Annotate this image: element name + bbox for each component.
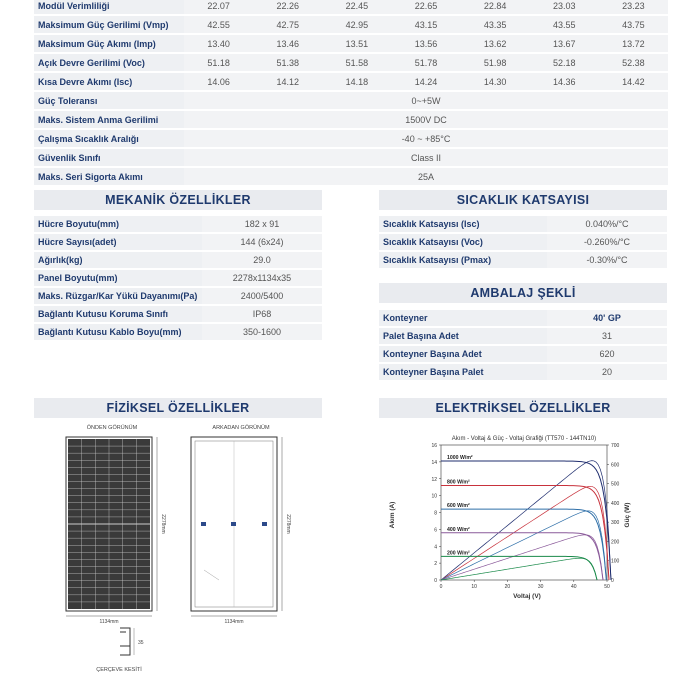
spec-label: Güvenlik Sınıfı xyxy=(34,149,184,166)
ambalaj-row xyxy=(379,328,667,344)
spec-value: 51.18 xyxy=(184,54,253,71)
back-view-label: ARKADAN GÖRÜNÜM xyxy=(212,425,270,431)
x-tick-label: 50 xyxy=(604,584,610,590)
spec-value: 14.42 xyxy=(599,73,668,90)
x-tick-label: 10 xyxy=(471,584,477,590)
pv-curve xyxy=(441,511,606,580)
mekanik-row xyxy=(34,306,322,322)
spec-value: 14.18 xyxy=(322,73,391,90)
y-tick-label: 6 xyxy=(434,527,437,534)
ambalaj-title: AMBALAJ ŞEKLİ xyxy=(379,283,667,303)
back-panel xyxy=(191,437,277,611)
front-panel xyxy=(66,437,152,611)
mekanik-row xyxy=(34,270,322,286)
mekanik-label: Ağırlık(kg) xyxy=(34,252,202,268)
spec-value: 23.03 xyxy=(530,0,599,14)
series-label: 200 W/m² xyxy=(447,550,470,557)
sicaklik-table xyxy=(379,214,667,270)
spec-value: 13.46 xyxy=(253,35,322,52)
y-tick-label: 4 xyxy=(434,544,437,551)
series-label: 400 W/m² xyxy=(447,526,470,533)
back-height-label: 2278mm xyxy=(285,514,291,534)
y2-tick-label: 300 xyxy=(611,520,620,527)
x-tick-label: 20 xyxy=(504,584,511,590)
sicaklik-value: -0.30%/°C xyxy=(547,252,667,268)
spec-value: 43.35 xyxy=(461,16,530,33)
sicaklik-row xyxy=(379,216,667,232)
spec-value: 23.23 xyxy=(599,0,668,14)
chart-title: Akım - Voltaj & Güç - Voltaj Grafiği (TT570 - 144TN10) xyxy=(451,436,597,442)
y2-tick-label: 400 xyxy=(611,500,620,507)
chart-xlabel: Voltaj (V) xyxy=(513,593,541,600)
spec-value: 52.18 xyxy=(530,54,599,71)
ambalaj-value: 20 xyxy=(547,364,667,380)
sicaklik-row xyxy=(379,234,667,250)
spec-value: 51.38 xyxy=(253,54,322,71)
front-view-label: ÖNDEN GÖRÜNÜM xyxy=(86,425,138,431)
y2-tick-label: 200 xyxy=(611,539,620,546)
sicaklik-value: 0.040%/°C xyxy=(547,216,667,232)
ambalaj-value: 31 xyxy=(547,328,667,344)
spec-value: 13.40 xyxy=(184,35,253,52)
y-tick-label: 14 xyxy=(431,459,437,466)
spec-value: 51.78 xyxy=(391,54,460,71)
pv-curve xyxy=(441,558,597,580)
spec-value: 42.55 xyxy=(184,16,253,33)
frame-section xyxy=(120,628,144,655)
spec-label: Kısa Devre Akımı (Isc) xyxy=(34,73,184,90)
spec-value: 14.36 xyxy=(530,73,599,90)
x-tick-label: 40 xyxy=(571,584,577,590)
sicaklik-label: Sıcaklık Katsayısı (Isc) xyxy=(379,216,547,232)
y-tick-label: 12 xyxy=(431,476,437,483)
mekanik-label: Bağlantı Kutusu Kablo Boyu(mm) xyxy=(34,324,202,340)
mekanik-title: MEKANİK ÖZELLİKLER xyxy=(34,190,322,210)
front-height-label: 2278mm xyxy=(160,514,166,534)
mekanik-value: 2278x1134x35 xyxy=(202,270,322,286)
spec-value: 42.75 xyxy=(253,16,322,33)
spec-value: 25A xyxy=(184,168,668,185)
back-width-label: 1134mm xyxy=(224,619,244,625)
spec-label: Modül Verimliliği xyxy=(34,0,184,14)
ambalaj-row xyxy=(379,364,667,380)
spec-value: 22.26 xyxy=(253,0,322,14)
ambalaj-label: Konteyner Başına Adet xyxy=(379,346,547,362)
mekanik-label: Maks. Rüzgar/Kar Yükü Dayanımı(Pa) xyxy=(34,288,202,304)
spec-value: 1500V DC xyxy=(184,111,668,128)
spec-table xyxy=(34,0,668,187)
electrical-spec-table xyxy=(34,0,668,187)
spec-row xyxy=(34,130,668,147)
mekanik-label: Bağlantı Kutusu Koruma Sınıfı xyxy=(34,306,202,322)
y-tick-label: 10 xyxy=(431,493,437,500)
sicaklik-table-wrap xyxy=(379,214,667,270)
physical-drawing xyxy=(34,420,324,680)
spec-value: 13.62 xyxy=(461,35,530,52)
chart-plot xyxy=(431,443,619,590)
frame-dim-label: 35 xyxy=(138,640,144,646)
mekanik-value: 182 x 91 xyxy=(202,216,322,232)
spec-value: 13.67 xyxy=(530,35,599,52)
ambalaj-row xyxy=(379,310,667,326)
spec-label: Açık Devre Gerilimi (Voc) xyxy=(34,54,184,71)
mekanik-row xyxy=(34,288,322,304)
sicaklik-label: Sıcaklık Katsayısı (Voc) xyxy=(379,234,547,250)
frame-section-label: ÇERÇEVE KESİTİ xyxy=(96,667,142,673)
spec-value: 13.51 xyxy=(322,35,391,52)
spec-label: Maksimum Güç Akımı (Imp) xyxy=(34,35,184,52)
ambalaj-label: Konteyner Başına Palet xyxy=(379,364,547,380)
spec-value: 52.38 xyxy=(599,54,668,71)
spec-value: 22.84 xyxy=(461,0,530,14)
series-label: 1000 W/m² xyxy=(447,455,473,462)
cell-grid xyxy=(68,439,150,609)
mekanik-row xyxy=(34,216,322,232)
spec-label: Maksimum Güç Gerilimi (Vmp) xyxy=(34,16,184,33)
ambalaj-label: Konteyner xyxy=(379,310,547,326)
ambalaj-value: 40' GP xyxy=(547,310,667,326)
series-label: 600 W/m² xyxy=(447,503,470,510)
spec-value: 51.58 xyxy=(322,54,391,71)
spec-row xyxy=(34,35,668,52)
y2-tick-label: 0 xyxy=(611,578,614,584)
spec-label: Güç Toleransı xyxy=(34,92,184,109)
spec-label: Maks. Seri Sigorta Akımı xyxy=(34,168,184,185)
ambalaj-table-wrap xyxy=(379,308,667,382)
ambalaj-label: Palet Başına Adet xyxy=(379,328,547,344)
y2-tick-label: 100 xyxy=(611,558,620,565)
y2-tick-label: 600 xyxy=(611,462,620,469)
spec-value: 0~+5W xyxy=(184,92,668,109)
mekanik-value: IP68 xyxy=(202,306,322,322)
spec-value: 43.15 xyxy=(391,16,460,33)
front-width-label: 1134mm xyxy=(99,619,119,625)
spec-value: 43.55 xyxy=(530,16,599,33)
spec-value: 51.98 xyxy=(461,54,530,71)
spec-value: 43.75 xyxy=(599,16,668,33)
y-tick-label: 16 xyxy=(431,443,437,449)
mekanik-value: 350-1600 xyxy=(202,324,322,340)
spec-value: 14.24 xyxy=(391,73,460,90)
spec-label: Maks. Sistem Anma Gerilimi xyxy=(34,111,184,128)
mekanik-row xyxy=(34,324,322,340)
y-tick-label: 0 xyxy=(434,578,437,584)
sicaklik-title: SICAKLIK KATSAYISI xyxy=(379,190,667,210)
spec-row xyxy=(34,0,668,14)
spec-value: 42.95 xyxy=(322,16,391,33)
mekanik-table-wrap xyxy=(34,214,322,342)
mekanik-row xyxy=(34,234,322,250)
mekanik-label: Hücre Boyutu(mm) xyxy=(34,216,202,232)
spec-value: 22.45 xyxy=(322,0,391,14)
mekanik-value: 2400/5400 xyxy=(202,288,322,304)
spec-row xyxy=(34,149,668,166)
fiziksel-title: FİZİKSEL ÖZELLİKLER xyxy=(34,398,322,418)
sicaklik-value: -0.260%/°C xyxy=(547,234,667,250)
sicaklik-label: Sıcaklık Katsayısı (Pmax) xyxy=(379,252,547,268)
mekanik-label: Hücre Sayısı(adet) xyxy=(34,234,202,250)
spec-row xyxy=(34,16,668,33)
ambalaj-row xyxy=(379,346,667,362)
ambalaj-value: 620 xyxy=(547,346,667,362)
iv-curve xyxy=(441,509,606,580)
y2-tick-label: 500 xyxy=(611,481,620,488)
spec-value: Class II xyxy=(184,149,668,166)
spec-value: 14.30 xyxy=(461,73,530,90)
mekanik-label: Panel Boyutu(mm) xyxy=(34,270,202,286)
mekanik-table xyxy=(34,214,322,342)
ambalaj-table xyxy=(379,308,667,382)
mekanik-value: 29.0 xyxy=(202,252,322,268)
spec-row xyxy=(34,92,668,109)
mekanik-value: 144 (6x24) xyxy=(202,234,322,250)
chart-y2label: Güç (W) xyxy=(624,502,631,528)
iv-chart xyxy=(379,425,669,610)
spec-value: 13.72 xyxy=(599,35,668,52)
spec-value: 22.07 xyxy=(184,0,253,14)
spec-row xyxy=(34,111,668,128)
spec-value: 22.65 xyxy=(391,0,460,14)
spec-value: 14.12 xyxy=(253,73,322,90)
spec-row xyxy=(34,168,668,185)
spec-value: -40 ~ +85°C xyxy=(184,130,668,147)
sicaklik-row xyxy=(379,252,667,268)
y-tick-label: 8 xyxy=(434,510,437,517)
series-label: 800 W/m² xyxy=(447,479,470,486)
x-tick-label: 0 xyxy=(439,584,443,590)
spec-value: 14.06 xyxy=(184,73,253,90)
spec-row xyxy=(34,73,668,90)
x-tick-label: 30 xyxy=(537,584,544,590)
y2-tick-label: 700 xyxy=(611,443,620,449)
chart-ylabel: Akım (A) xyxy=(389,501,396,529)
elektriksel-title: ELEKTRİKSEL ÖZELLİKLER xyxy=(379,398,667,418)
spec-row xyxy=(34,54,668,71)
spec-value: 13.56 xyxy=(391,35,460,52)
spec-label: Çalışma Sıcaklık Aralığı xyxy=(34,130,184,147)
mekanik-row xyxy=(34,252,322,268)
y-tick-label: 2 xyxy=(434,561,437,568)
